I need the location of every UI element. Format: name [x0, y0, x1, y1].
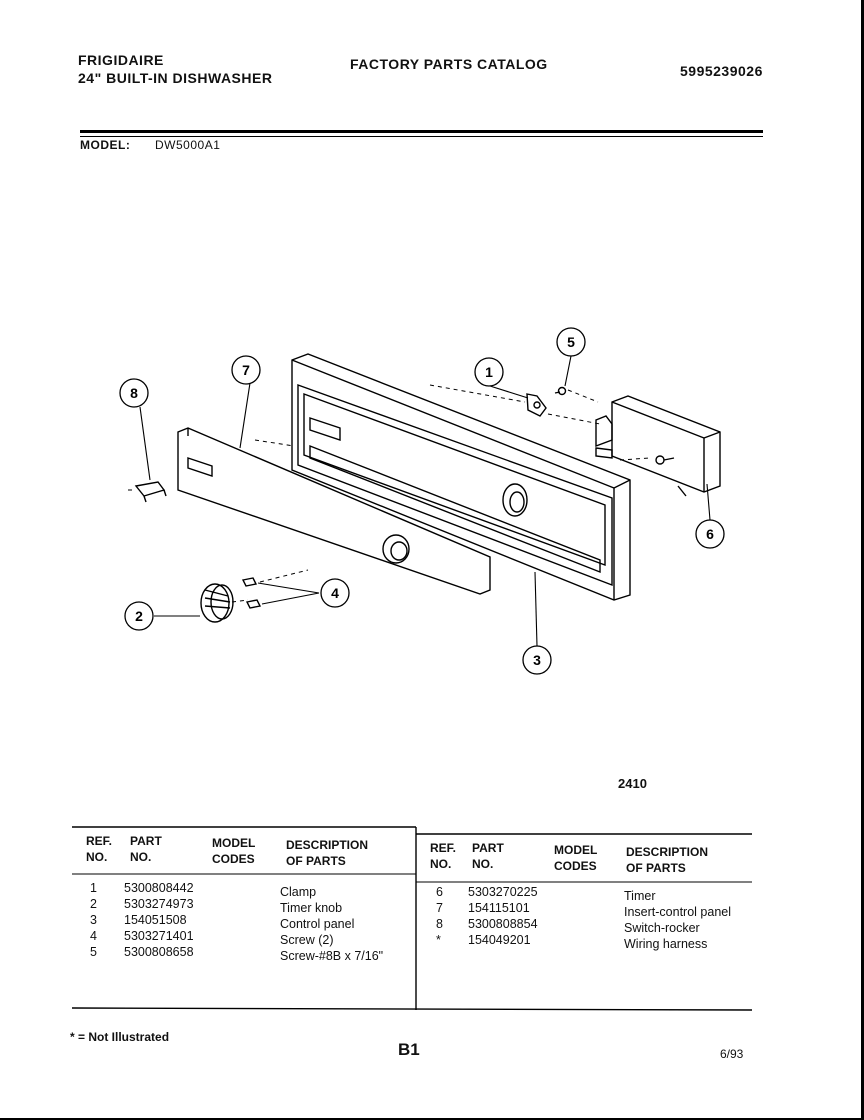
ref-header-right: REF. NO.	[430, 841, 457, 871]
table-row: 5	[90, 945, 97, 959]
desc-header-left: DESCRIPTION OF PARTS	[286, 838, 369, 868]
part-header-left: PART NO.	[130, 834, 162, 864]
model-label: MODEL:	[80, 138, 131, 152]
callout-8-label: 8	[130, 385, 138, 401]
page-number: B1	[398, 1040, 420, 1059]
not-illustrated-note: * = Not Illustrated	[70, 1030, 170, 1044]
callout-7-label: 7	[242, 362, 250, 378]
model-value: DW5000A1	[155, 138, 221, 152]
table-row: 2	[90, 897, 97, 911]
model-header-left: MODEL CODES	[212, 836, 256, 866]
catalog-date: 6/93	[720, 1047, 744, 1061]
product-name: 24" BUILT-IN DISHWASHER	[78, 70, 273, 86]
right-desc-column: Timer Insert-control panel Switch-rocker Wiring harness	[624, 889, 732, 951]
left-desc-column: Clamp Timer knob Control panel Screw (2) Screw-#8B x 7/16"	[280, 885, 384, 963]
callout-5-label: 5	[567, 334, 575, 350]
model-header-right: MODEL CODES	[554, 843, 598, 873]
desc-header-right: DESCRIPTION OF PARTS	[626, 845, 709, 875]
callout-6-label: 6	[706, 526, 714, 542]
callout-1-label: 1	[485, 364, 493, 380]
table-row: 3	[90, 913, 97, 927]
callout-2-label: 2	[135, 608, 143, 624]
right-part-column: 5303270225 154115101 5300808854 154049201	[468, 885, 538, 947]
part-header-right: PART NO.	[472, 841, 504, 871]
brand-name: FRIGIDAIRE	[78, 52, 164, 68]
callout-4-label: 4	[331, 585, 339, 601]
ref-header-left: REF. NO.	[86, 834, 113, 864]
table-row: 1	[90, 881, 97, 895]
left-part-column: 5300808442 5303274973 154051508 5303271401 5300808658	[124, 881, 194, 959]
callout-3-label: 3	[533, 652, 541, 668]
left-ref-column	[90, 880, 97, 960]
table-row: 4	[90, 929, 97, 943]
figure-number: 2410	[618, 776, 647, 791]
catalog-number: 5995239026	[680, 63, 763, 79]
right-ref-column: 6 7 8 *	[436, 885, 443, 947]
catalog-title: FACTORY PARTS CATALOG	[350, 56, 548, 72]
